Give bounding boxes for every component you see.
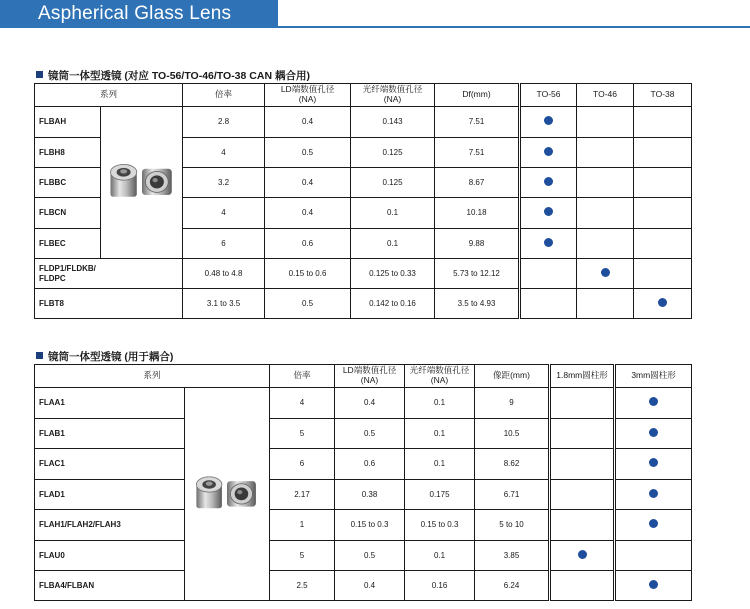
mount-cell bbox=[615, 541, 692, 571]
df-cell: 8.67 bbox=[435, 168, 520, 198]
ld-na-cell: 0.5 bbox=[265, 138, 351, 168]
df-cell: 5.73 to 12.12 bbox=[435, 259, 520, 289]
series-cell: FLAB1 bbox=[35, 419, 185, 449]
magnification-cell: 0.48 to 4.8 bbox=[183, 259, 265, 289]
mount-cell bbox=[577, 289, 634, 319]
header-df: Df(mm) bbox=[435, 84, 520, 107]
mount-cell bbox=[520, 289, 577, 319]
header-magnification: 倍率 bbox=[270, 365, 335, 388]
magnification-cell: 1 bbox=[270, 510, 335, 541]
magnification-cell: 5 bbox=[270, 419, 335, 449]
table-row bbox=[35, 289, 692, 319]
series-cell: FLDP1/FLDKB/ FLDPC bbox=[35, 259, 183, 289]
filled-dot-icon bbox=[649, 489, 658, 498]
lens-barrel-image bbox=[107, 159, 177, 203]
magnification-cell: 2.8 bbox=[183, 107, 265, 138]
header-cyl-3mm: 3mm圆柱形 bbox=[615, 365, 692, 388]
spec-table-to-can bbox=[34, 83, 692, 319]
ld-na-cell: 0.38 bbox=[335, 480, 405, 510]
ld-na-cell: 0.4 bbox=[265, 107, 351, 138]
mount-cell bbox=[615, 510, 692, 541]
fiber-na-cell: 0.1 bbox=[405, 388, 475, 419]
header-fiber-na: 光纤端数值孔径 (NA) bbox=[351, 84, 435, 107]
header-ld-na: LD端数值孔径 (NA) bbox=[335, 365, 405, 388]
section-title-2: 镜筒一体型透镜 (用于耦合) bbox=[36, 349, 173, 364]
fiber-na-cell: 0.16 bbox=[405, 571, 475, 601]
ld-na-cell: 0.4 bbox=[265, 168, 351, 198]
filled-dot-icon bbox=[658, 298, 667, 307]
square-bullet-icon bbox=[36, 352, 43, 359]
header-fiber-na: 光纤端数值孔径 (NA) bbox=[405, 365, 475, 388]
magnification-cell: 5 bbox=[270, 541, 335, 571]
mount-cell bbox=[634, 168, 692, 198]
mount-cell bbox=[550, 449, 615, 480]
filled-dot-icon bbox=[544, 207, 553, 216]
mount-cell bbox=[615, 480, 692, 510]
table-row bbox=[35, 388, 692, 419]
mount-cell bbox=[577, 138, 634, 168]
page-banner bbox=[0, 0, 750, 28]
header-series: 系列 bbox=[35, 365, 270, 388]
mount-cell bbox=[520, 107, 577, 138]
fiber-na-cell: 0.125 to 0.33 bbox=[351, 259, 435, 289]
table-row bbox=[35, 571, 692, 601]
series-cell: FLAD1 bbox=[35, 480, 185, 510]
mount-cell bbox=[520, 259, 577, 289]
mount-cell bbox=[577, 107, 634, 138]
series-cell: FLAA1 bbox=[35, 388, 185, 419]
filled-dot-icon bbox=[578, 550, 587, 559]
lens-image-cell bbox=[185, 388, 270, 601]
series-cell: FLBCN bbox=[35, 198, 101, 229]
table1-header-row bbox=[35, 84, 692, 107]
image-distance-cell: 5 to 10 bbox=[475, 510, 550, 541]
mount-cell bbox=[634, 198, 692, 229]
magnification-cell: 3.2 bbox=[183, 168, 265, 198]
filled-dot-icon bbox=[649, 397, 658, 406]
image-distance-cell: 9 bbox=[475, 388, 550, 419]
fiber-na-cell: 0.1 bbox=[405, 541, 475, 571]
magnification-cell: 4 bbox=[270, 388, 335, 419]
mount-cell bbox=[550, 480, 615, 510]
mount-cell bbox=[520, 168, 577, 198]
mount-cell bbox=[634, 107, 692, 138]
mount-cell bbox=[520, 229, 577, 259]
mount-cell bbox=[550, 571, 615, 601]
ld-na-cell: 0.4 bbox=[265, 198, 351, 229]
series-cell: FLBBC bbox=[35, 168, 101, 198]
section-title-1: 镜筒一体型透镜 (对应 TO-56/TO-46/TO-38 CAN 耦合用) bbox=[36, 68, 310, 83]
fiber-na-cell: 0.142 to 0.16 bbox=[351, 289, 435, 319]
header-cyl-1-8mm: 1.8mm圆柱形 bbox=[550, 365, 615, 388]
square-bullet-icon bbox=[36, 71, 43, 78]
table2-header-row bbox=[35, 365, 692, 388]
image-distance-cell: 8.62 bbox=[475, 449, 550, 480]
df-cell: 3.5 to 4.93 bbox=[435, 289, 520, 319]
ld-na-cell: 0.6 bbox=[265, 229, 351, 259]
header-to38: TO-38 bbox=[634, 84, 692, 107]
mount-cell bbox=[634, 289, 692, 319]
mount-cell bbox=[615, 388, 692, 419]
mount-cell bbox=[577, 198, 634, 229]
filled-dot-icon bbox=[544, 238, 553, 247]
ld-na-cell: 0.5 bbox=[335, 541, 405, 571]
mount-cell bbox=[634, 229, 692, 259]
header-ld-na: LD端数值孔径 (NA) bbox=[265, 84, 351, 107]
fiber-na-cell: 0.1 bbox=[405, 419, 475, 449]
table-row bbox=[35, 449, 692, 480]
table2-body bbox=[35, 365, 692, 601]
ld-na-cell: 0.4 bbox=[335, 388, 405, 419]
magnification-cell: 6 bbox=[270, 449, 335, 480]
lens-image-cell bbox=[101, 107, 183, 259]
image-distance-cell: 10.5 bbox=[475, 419, 550, 449]
magnification-cell: 3.1 to 3.5 bbox=[183, 289, 265, 319]
table-row bbox=[35, 510, 692, 541]
mount-cell bbox=[615, 571, 692, 601]
series-cell: FLBAH bbox=[35, 107, 101, 138]
header-image-distance: 像距(mm) bbox=[475, 365, 550, 388]
series-cell: FLAU0 bbox=[35, 541, 185, 571]
df-cell: 7.51 bbox=[435, 138, 520, 168]
header-series: 系列 bbox=[35, 84, 183, 107]
mount-cell bbox=[615, 449, 692, 480]
magnification-cell: 6 bbox=[183, 229, 265, 259]
filled-dot-icon bbox=[601, 268, 610, 277]
magnification-cell: 4 bbox=[183, 198, 265, 229]
fiber-na-cell: 0.125 bbox=[351, 168, 435, 198]
image-distance-cell: 6.24 bbox=[475, 571, 550, 601]
ld-na-cell: 0.5 bbox=[335, 419, 405, 449]
filled-dot-icon bbox=[649, 458, 658, 467]
header-to56: TO-56 bbox=[520, 84, 577, 107]
page-title: Aspherical Glass Lens bbox=[38, 3, 232, 24]
series-cell: FLBA4/FLBAN bbox=[35, 571, 185, 601]
mount-cell bbox=[550, 541, 615, 571]
filled-dot-icon bbox=[649, 428, 658, 437]
mount-cell bbox=[634, 138, 692, 168]
df-cell: 9.88 bbox=[435, 229, 520, 259]
banner-underline bbox=[0, 26, 750, 28]
table-row bbox=[35, 107, 692, 138]
magnification-cell: 4 bbox=[183, 138, 265, 168]
spec-table-coupling bbox=[34, 364, 692, 601]
mount-cell bbox=[550, 510, 615, 541]
ld-na-cell: 0.4 bbox=[335, 571, 405, 601]
fiber-na-cell: 0.1 bbox=[351, 198, 435, 229]
filled-dot-icon bbox=[649, 580, 658, 589]
mount-cell bbox=[577, 168, 634, 198]
ld-na-cell: 0.5 bbox=[265, 289, 351, 319]
fiber-na-cell: 0.1 bbox=[351, 229, 435, 259]
series-cell: FLAC1 bbox=[35, 449, 185, 480]
filled-dot-icon bbox=[544, 147, 553, 156]
filled-dot-icon bbox=[544, 177, 553, 186]
ld-na-cell: 0.6 bbox=[335, 449, 405, 480]
magnification-cell: 2.17 bbox=[270, 480, 335, 510]
mount-cell bbox=[550, 419, 615, 449]
mount-cell bbox=[520, 198, 577, 229]
ld-na-cell: 0.15 to 0.6 bbox=[265, 259, 351, 289]
series-cell: FLBH8 bbox=[35, 138, 101, 168]
header-to46: TO-46 bbox=[577, 84, 634, 107]
fiber-na-cell: 0.15 to 0.3 bbox=[405, 510, 475, 541]
image-distance-cell: 3.85 bbox=[475, 541, 550, 571]
mount-cell bbox=[577, 259, 634, 289]
mount-cell bbox=[634, 259, 692, 289]
table-row bbox=[35, 541, 692, 571]
series-cell: FLBEC bbox=[35, 229, 101, 259]
mount-cell bbox=[550, 388, 615, 419]
fiber-na-cell: 0.175 bbox=[405, 480, 475, 510]
table-row bbox=[35, 419, 692, 449]
magnification-cell: 2.5 bbox=[270, 571, 335, 601]
filled-dot-icon bbox=[649, 519, 658, 528]
fiber-na-cell: 0.1 bbox=[405, 449, 475, 480]
header-magnification: 倍率 bbox=[183, 84, 265, 107]
mount-cell bbox=[520, 138, 577, 168]
fiber-na-cell: 0.143 bbox=[351, 107, 435, 138]
table-row bbox=[35, 259, 692, 289]
mount-cell bbox=[615, 419, 692, 449]
fiber-na-cell: 0.125 bbox=[351, 138, 435, 168]
mount-cell bbox=[577, 229, 634, 259]
ld-na-cell: 0.15 to 0.3 bbox=[335, 510, 405, 541]
lens-barrel-image bbox=[193, 472, 261, 514]
image-distance-cell: 6.71 bbox=[475, 480, 550, 510]
df-cell: 10.18 bbox=[435, 198, 520, 229]
filled-dot-icon bbox=[544, 116, 553, 125]
series-cell: FLAH1/FLAH2/FLAH3 bbox=[35, 510, 185, 541]
table1-body bbox=[35, 84, 692, 319]
series-cell: FLBT8 bbox=[35, 289, 183, 319]
df-cell: 7.51 bbox=[435, 107, 520, 138]
table-row bbox=[35, 480, 692, 510]
